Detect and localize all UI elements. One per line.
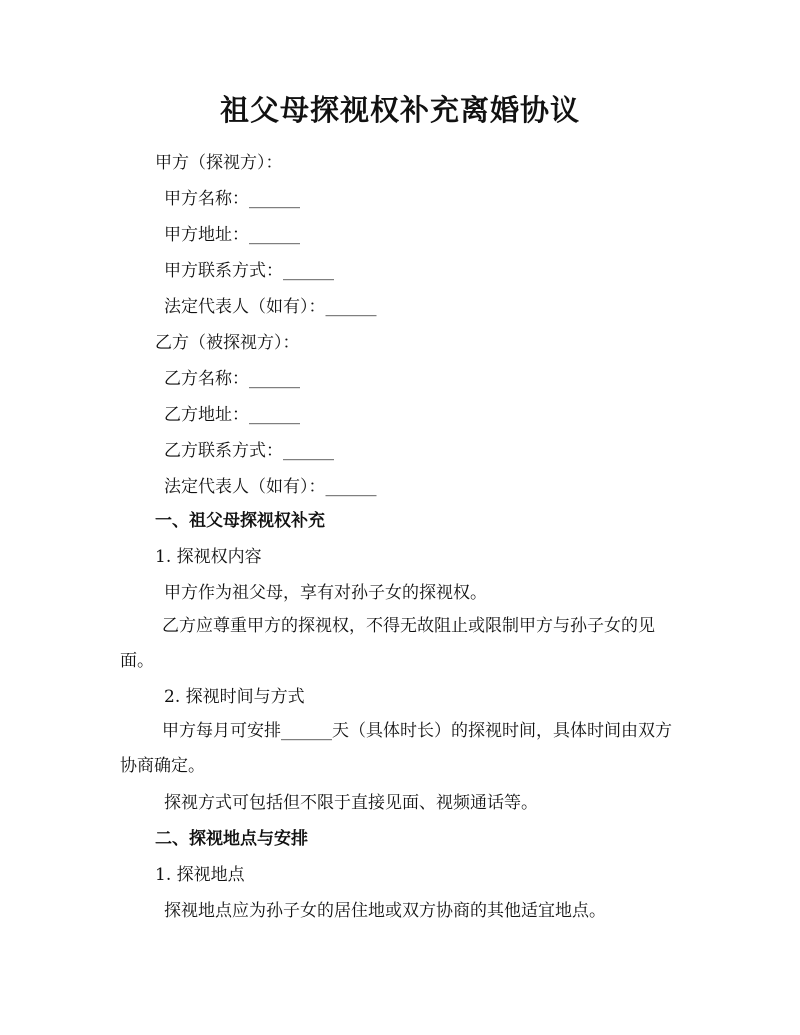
section-2-heading: 二、探视地点与安排 <box>155 829 308 849</box>
party-b-name-field: 乙方名称：______ <box>164 369 300 389</box>
party-a-name-field: 甲方名称：______ <box>164 189 300 209</box>
section-1-item-1-paragraph-1: 甲方作为祖父母，享有对孙子女的探视权。 <box>164 583 487 603</box>
section-1-item-1-heading: 1. 探视权内容 <box>155 547 262 567</box>
document-title: 祖父母探视权补充离婚协议 <box>219 93 580 127</box>
section-2-item-1-paragraph-1: 探视地点应为孙子女的居住地或双方协商的其他适宜地点。 <box>164 901 606 921</box>
party-a-contact-field: 甲方联系方式：______ <box>164 261 334 281</box>
party-a-heading: 甲方（探视方）： <box>155 153 283 173</box>
section-1-item-1-paragraph-2: 乙方应尊重甲方的探视权，不得无故阻止或限制甲方与孙子女的见面。 <box>120 616 655 671</box>
party-b-heading: 乙方（被探视方）： <box>155 333 300 353</box>
party-b-contact-field: 乙方联系方式：______ <box>164 441 334 461</box>
party-a-legal-rep-field: 法定代表人（如有）：______ <box>164 297 377 317</box>
party-b-address-field: 乙方地址：______ <box>164 405 300 425</box>
section-1-item-2-paragraph-2: 探视方式可包括但不限于直接见面、视频通话等。 <box>164 793 538 813</box>
section-1-item-2-paragraph-1: 甲方每月可安排______天（具体时长）的探视时间，具体时间由双方协商确定。 <box>120 721 672 776</box>
section-1-heading: 一、祖父母探视权补充 <box>155 511 325 531</box>
section-1-item-2-heading: 2. 探视时间与方式 <box>164 687 305 707</box>
section-2-item-1-heading: 1. 探视地点 <box>155 865 245 885</box>
party-a-address-field: 甲方地址：______ <box>164 225 300 245</box>
party-b-legal-rep-field: 法定代表人（如有）：______ <box>164 477 377 497</box>
